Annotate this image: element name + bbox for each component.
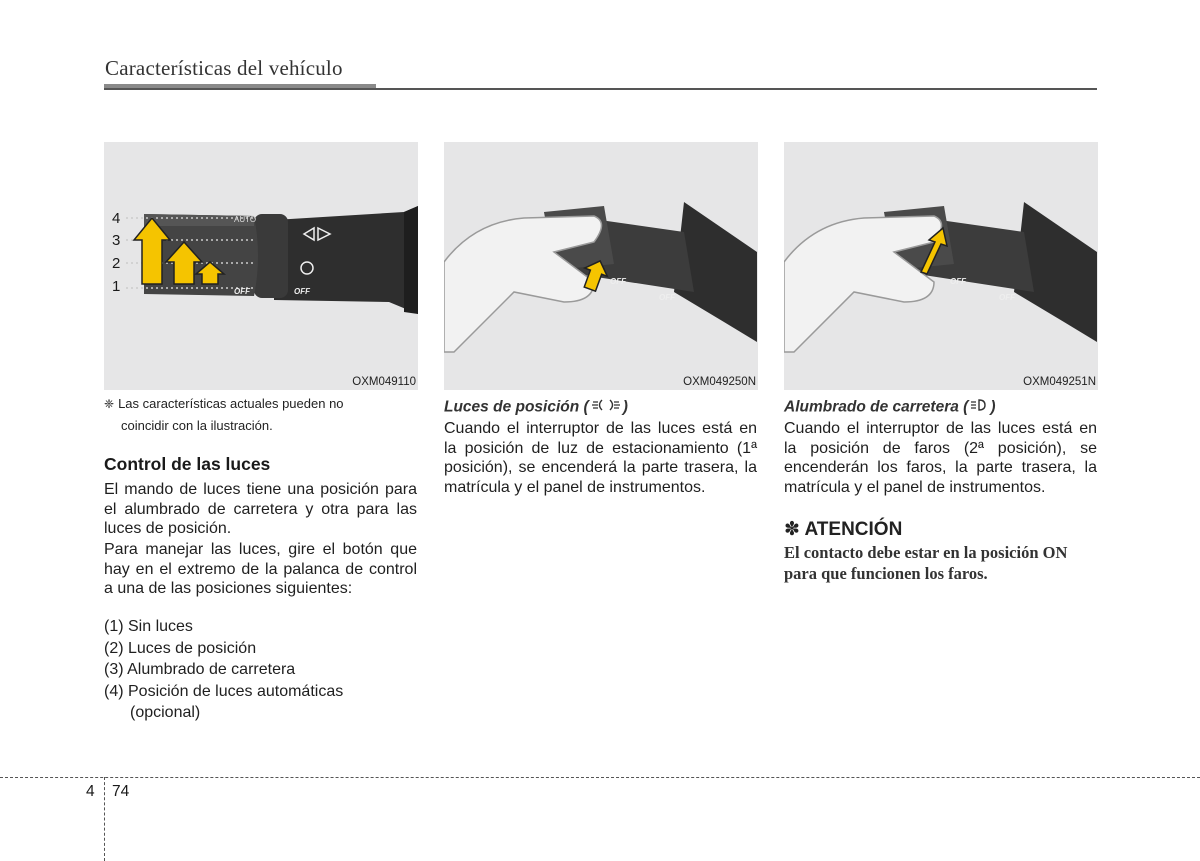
- paragraph-intro: El mando de luces tiene una posición para el alumbrado de carretera y otra para las luces de posición.: [104, 481, 417, 537]
- section-title: Control de las luces: [104, 454, 271, 474]
- light-switch-illustration: [104, 142, 418, 390]
- list-item: (2) Luces de posición: [104, 639, 257, 657]
- parking-lights-heading: [444, 398, 628, 417]
- off-label: OFF: [234, 287, 250, 296]
- list-item: (4) Posición de luces automáticas (opcional): [104, 682, 344, 721]
- figure-light-switch-positions: [104, 142, 418, 390]
- hand-turning-switch-illustration: [784, 142, 1097, 390]
- page-header-title: Características del vehículo: [105, 56, 343, 80]
- off-label: OFF: [999, 293, 1015, 302]
- attention-title: ✽ ATENCIÓN: [784, 519, 903, 540]
- position-label-1: 1: [112, 278, 121, 295]
- position-label-4: 4: [112, 210, 121, 227]
- positions-list: [104, 616, 417, 724]
- list-item: (1) Sin luces: [104, 618, 193, 635]
- list-item: (3) Alumbrado de carretera: [104, 661, 296, 678]
- off-label: OFF: [610, 277, 626, 286]
- attention-body: El contacto debe estar en la posición ON para que funcionen los faros.: [784, 543, 1068, 583]
- page-number: 74: [112, 783, 130, 800]
- footer-dashed-rule: [0, 777, 1200, 778]
- paragraph-instructions: Para manejar las luces, gire el botón que hay en el extremo de la palanca de control a una de las posiciones siguientes:: [104, 541, 417, 597]
- parking-lights-body: Cuando el interruptor de las luces está en la posición de luz de estacionamiento (1ª posición), se encenderá la parte trasera, la matrícula y el panel de instrumentos.: [444, 420, 757, 496]
- hand-turning-switch-illustration: [444, 142, 757, 390]
- figure-code: OXM049251N: [1023, 376, 1096, 388]
- position-label-3: 3: [112, 232, 121, 249]
- note-line-1: Las características actuales pueden no: [118, 396, 344, 411]
- heading-close: ): [990, 398, 996, 416]
- headlights-heading: [784, 398, 996, 417]
- parking-light-icon: [591, 398, 621, 417]
- heading-close: ): [622, 398, 628, 416]
- auto-label: AUTO: [234, 215, 257, 224]
- off-label: OFF: [294, 287, 310, 296]
- heading-text: Alumbrado de carretera (: [784, 398, 969, 416]
- footer-dashed-divider: [104, 777, 105, 861]
- headlight-icon: [970, 398, 988, 417]
- section-number: 4: [86, 783, 95, 800]
- illustration-note: [104, 393, 418, 436]
- figure-headlights: [784, 142, 1098, 390]
- off-label: OFF: [659, 293, 675, 302]
- figure-code: OXM049250N: [683, 376, 756, 388]
- figure-code: OXM049110: [352, 376, 416, 388]
- heading-text: Luces de posición (: [444, 398, 589, 416]
- off-label: OFF: [950, 277, 966, 286]
- note-mark: ❈: [104, 397, 115, 411]
- position-label-2: 2: [112, 255, 121, 272]
- figure-parking-lights: [444, 142, 758, 390]
- header-rule: [104, 88, 1097, 90]
- headlights-body: Cuando el interruptor de las luces está en la posición de faros (2ª posición), se encenderán los faros, la parte trasera, la matrícula y el panel de instrumentos.: [784, 420, 1097, 496]
- note-line-2: coincidir con la ilustración.: [121, 418, 273, 433]
